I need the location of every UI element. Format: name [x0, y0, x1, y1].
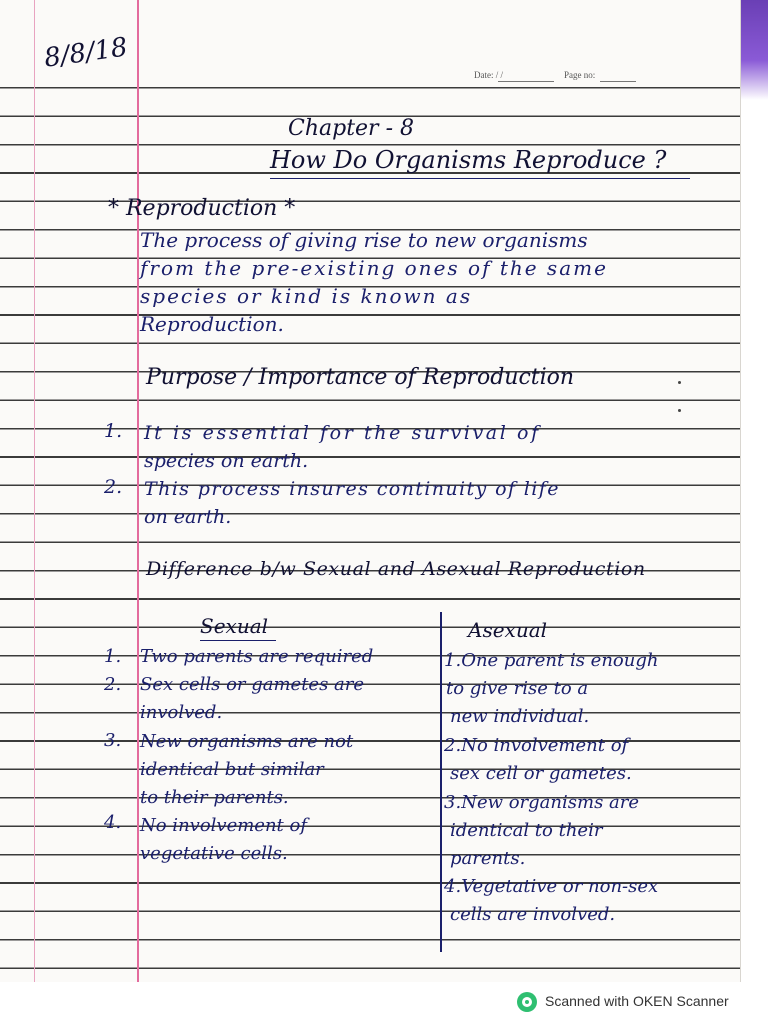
purpose-item-1-number: 1.: [104, 420, 123, 442]
purpose-item-2-line-1: This process insures continuity of life: [144, 478, 560, 500]
sexual-point-2-line-1: Sex cells or gametes are: [140, 674, 365, 695]
date-field-line: [498, 81, 554, 82]
oken-scanner-logo-icon: [517, 992, 537, 1012]
difference-heading: Difference b/w Sexual and Asexual Reproduction: [146, 558, 646, 580]
column-header-sexual: Sexual: [200, 614, 269, 638]
purpose-heading: Purpose / Importance of Reproduction: [146, 365, 575, 390]
purpose-item-1-line-1: It is essential for the survival of: [144, 422, 541, 444]
sexual-point-3-number: 3.: [104, 730, 122, 751]
sexual-point-2-number: 2.: [104, 674, 122, 695]
page-number-line: [600, 81, 636, 82]
asexual-point-3-line-1: [444, 792, 639, 813]
asexual-point-2-line-2: sex cell or gametes.: [450, 763, 632, 784]
column-header-asexual: Asexual: [468, 618, 548, 642]
asexual-point-3-line-3: parents.: [450, 848, 526, 869]
asexual-point-4-line-2: cells are involved.: [450, 904, 616, 925]
asexual-point-3-line-2: identical to their: [450, 820, 603, 841]
chapter-title-underline: [270, 178, 690, 179]
column-header-sexual-underline: [200, 640, 276, 641]
purpose-decoration-dot: [678, 381, 681, 384]
reproduction-line-3: species or kind is known as: [140, 284, 473, 308]
handwritten-date: 8/8/18: [42, 32, 130, 74]
chapter-title: How Do Organisms Reproduce ?: [270, 146, 667, 174]
sexual-point-1-line-1: Two parents are required: [140, 646, 374, 667]
asexual-point-4-number: 4.: [444, 876, 462, 897]
chapter-number: Chapter - 8: [288, 116, 414, 141]
purpose-item-1-line-2: species on earth.: [144, 450, 309, 472]
asexual-point-1-line-1: [444, 650, 658, 671]
reproduction-heading: * Reproduction *: [108, 196, 296, 221]
asexual-point-1-line-2: to give rise to a: [446, 678, 589, 699]
scanner-watermark-text: Scanned with OKEN Scanner: [545, 993, 729, 1009]
sexual-point-4-line-2: vegetative cells.: [140, 843, 288, 864]
asexual-point-3-text: New organisms are: [461, 792, 640, 813]
asexual-point-4-text: Vegetative or non-sex: [461, 876, 659, 897]
sexual-point-1-number: 1.: [104, 646, 122, 667]
reproduction-line-1: The process of giving rise to new organisms: [140, 228, 588, 252]
sexual-point-4-number: 4.: [104, 812, 122, 833]
date-field-label: Date: / /: [474, 70, 503, 80]
sexual-point-2-line-2: involved.: [140, 702, 223, 723]
purpose-item-2-line-2: on earth.: [144, 506, 232, 528]
sexual-point-4-line-1: No involvement of: [140, 815, 308, 836]
pink-margin-line: [137, 0, 139, 982]
asexual-point-4-line-1: [444, 876, 658, 897]
reproduction-line-4: Reproduction.: [140, 312, 284, 336]
faint-left-margin-line: [34, 0, 35, 982]
purpose-item-2-number: 2.: [104, 476, 123, 498]
purpose-decoration-dot: [678, 409, 681, 412]
sexual-point-3-line-1: New organisms are not: [140, 731, 354, 752]
sexual-point-3-line-2: identical but similar: [140, 759, 324, 780]
asexual-point-2-text: No involvement of: [461, 735, 629, 756]
asexual-point-1-text: One parent is enough: [461, 650, 659, 671]
asexual-point-2-line-1: [444, 735, 628, 756]
reproduction-line-2: from the pre-existing ones of the same: [140, 256, 608, 280]
asexual-point-1-line-3: new individual.: [450, 706, 590, 727]
asexual-point-1-number: 1.: [444, 650, 462, 671]
page-number-label: Page no:: [564, 70, 596, 80]
asexual-point-3-number: 3.: [444, 792, 462, 813]
sexual-point-3-line-3: to their parents.: [140, 787, 289, 808]
asexual-point-2-number: 2.: [444, 735, 462, 756]
table-column-divider: [440, 612, 442, 952]
